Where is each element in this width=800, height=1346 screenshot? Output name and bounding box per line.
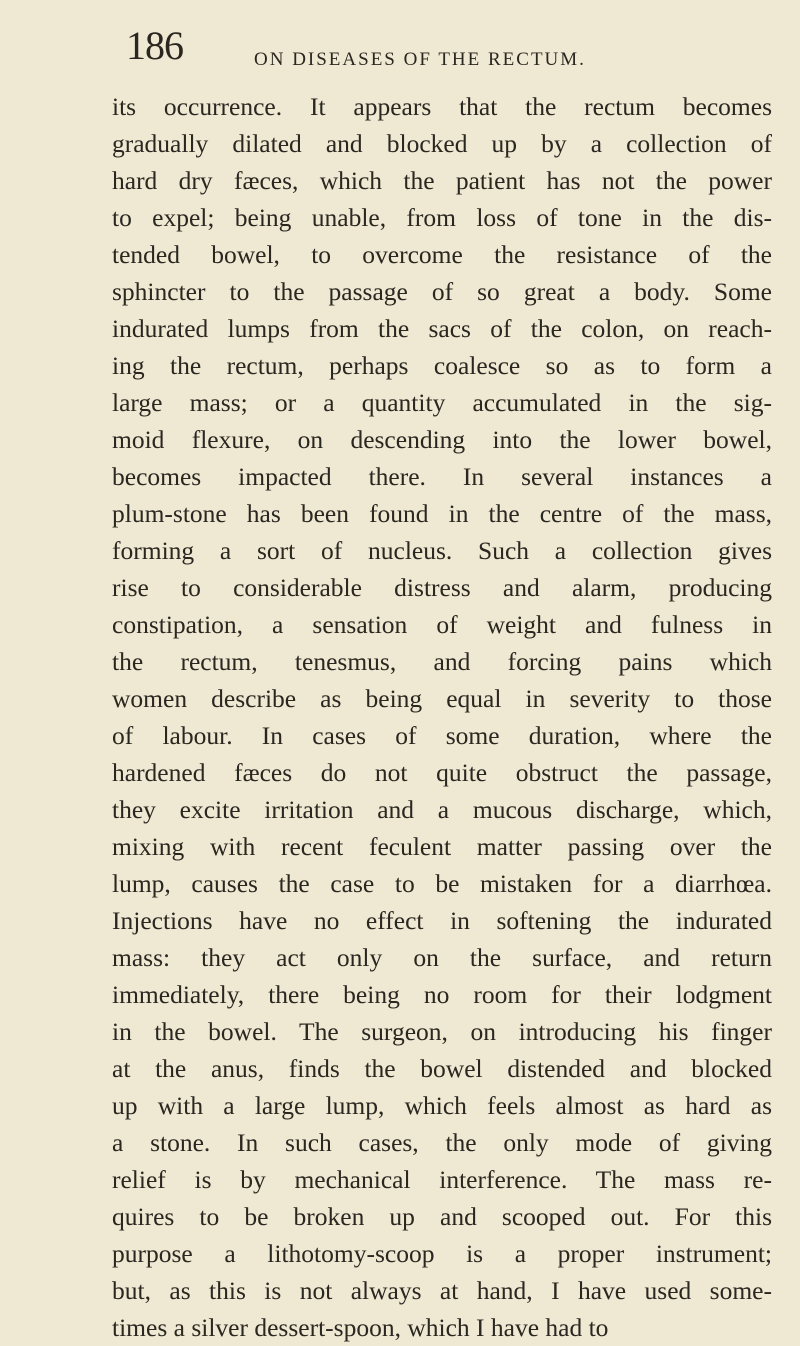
text-line: hard dry fæces, which the patient has not the power [112, 166, 772, 195]
text-line: women describe as being equal in severity to those [112, 684, 772, 713]
text-line: at the anus, finds the bowel distended and blocked [112, 1054, 772, 1083]
text-line: a stone. In such cases, the only mode of giving [112, 1128, 772, 1157]
text-line: moid flexure, on descending into the lower bowel, [112, 425, 772, 454]
text-line: of labour. In cases of some duration, where the [112, 721, 772, 750]
text-line: immediately, there being no room for their lodgment [112, 980, 772, 1009]
text-line: in the bowel. The surgeon, on introducing his finger [112, 1017, 772, 1046]
text-line: but, as this is not always at hand, I have used some- [112, 1276, 772, 1305]
running-head: ON DISEASES OF THE RECTUM. [254, 49, 586, 70]
text-line: its occurrence. It appears that the rectum becomes [112, 92, 772, 121]
text-line: times a silver dessert-spoon, which I have had to [112, 1313, 609, 1342]
text-line: plum-stone has been found in the centre of the mass, [112, 499, 772, 528]
text-line: forming a sort of nucleus. Such a collection gives [112, 536, 772, 565]
body-text [112, 88, 772, 1346]
text-line: quires to be broken up and scooped out. For this [112, 1202, 772, 1231]
text-line: relief is by mechanical interference. The mass re- [112, 1165, 772, 1194]
text-line: to expel; being unable, from loss of tone in the dis- [112, 203, 772, 232]
text-line: purpose a lithotomy-scoop is a proper instrument; [112, 1239, 772, 1268]
text-line: rise to considerable distress and alarm, producing [112, 573, 772, 602]
text-line: mixing with recent feculent matter passing over the [112, 832, 772, 861]
text-line: up with a large lump, which feels almost as hard as [112, 1091, 772, 1120]
text-line: indurated lumps from the sacs of the colon, on reach- [112, 314, 772, 343]
text-line: lump, causes the case to be mistaken for a diarrhœa. [112, 869, 772, 898]
text-line: ing the rectum, perhaps coalesce so as to form a [112, 351, 772, 380]
text-line: mass: they act only on the surface, and return [112, 943, 772, 972]
text-line: tended bowel, to overcome the resistance of the [112, 240, 772, 269]
text-line: constipation, a sensation of weight and fulness in [112, 610, 772, 639]
text-line: hardened fæces do not quite obstruct the passage, [112, 758, 772, 787]
page-number: 186 [126, 23, 183, 68]
text-line: Injections have no effect in softening the indurated [112, 906, 772, 935]
text-line: becomes impacted there. In several instances a [112, 462, 772, 491]
text-line: sphincter to the passage of so great a body. Some [112, 277, 772, 306]
text-line: the rectum, tenesmus, and forcing pains which [112, 647, 772, 676]
text-line: gradually dilated and blocked up by a collection of [112, 129, 772, 158]
text-line: large mass; or a quantity accumulated in the sig- [112, 388, 772, 417]
text-line: they excite irritation and a mucous discharge, which, [112, 795, 772, 824]
